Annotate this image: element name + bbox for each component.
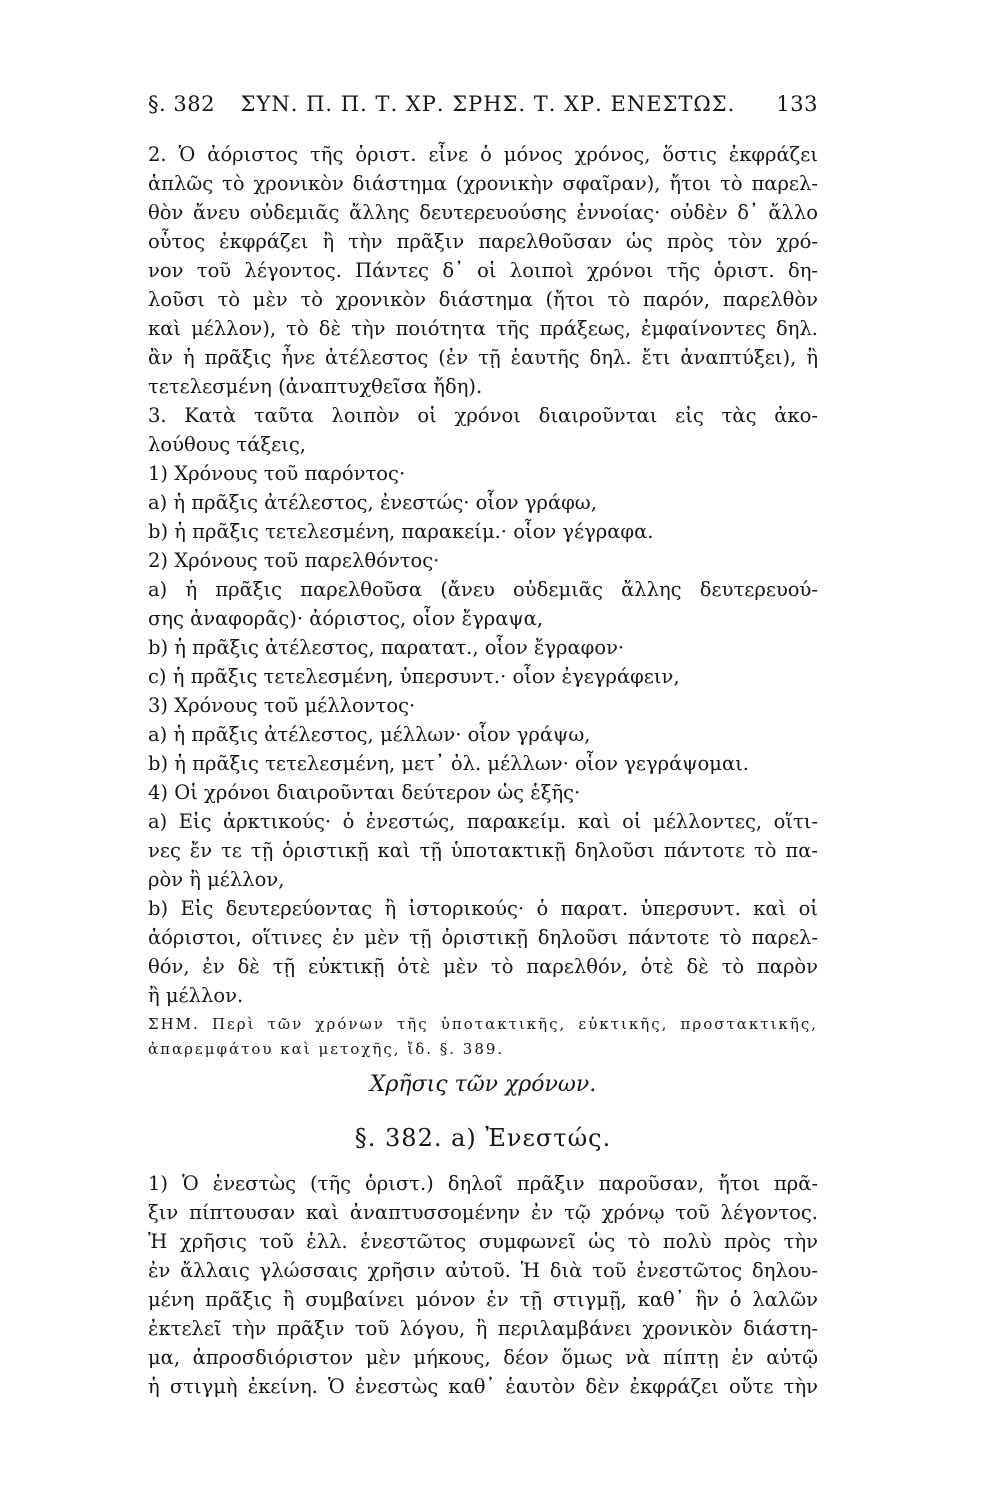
header-title: ΣΥΝ. Π. Π. Τ. ΧΡ. ΣΡΗΣ. Τ. ΧΡ. ΕΝΕΣΤΩΣ. xyxy=(240,92,736,116)
text-line: ἂν ἡ πρᾶξις ἦνε ἀτέλεστος (ἐν τῇ ἑαυτῆς δηλ. ἔτι ἀναπτύξει), ἢ xyxy=(148,346,818,369)
text-line: τετελεσμένη (ἀναπτυχθεῖσα ἤδη). xyxy=(148,375,483,398)
running-header xyxy=(148,92,818,122)
text-line: καὶ μέλλον), τὸ δὲ τὴν ποιότητα τῆς πράξεως, ἐμφαίνοντες δηλ. xyxy=(148,317,818,340)
text-line: 1) Ὁ ἐνεστὼς (τῆς ὁριστ.) δηλοῖ πρᾶξιν παροῦσαν, ἤτοι πρᾶ- xyxy=(148,1172,818,1195)
text-line: νον τοῦ λέγοντος. Πάντες δ᾽ οἱ λοιποὶ χρόνοι τῆς ὁριστ. δη- xyxy=(148,259,818,282)
list-item: c) ἡ πρᾶξις τετελεσμένη, ὑπερσυντ.· οἷον ἐγεγράφειν, xyxy=(148,665,680,688)
text-line: λούθους τάξεις, xyxy=(148,433,306,456)
text-line: νες ἔν τε τῇ ὁριστικῇ καὶ τῇ ὑποτακτικῇ δηλοῦσι πάντοτε τὸ πα- xyxy=(148,839,818,862)
text-line: λοῦσι τὸ μὲν τὸ χρονικὸν διάστημα (ἤτοι τὸ παρόν, παρελθὸν xyxy=(148,288,818,311)
text-line: ρὸν ἢ μέλλον, xyxy=(148,868,285,891)
note-line: ΣΗΜ. Περὶ τῶν χρόνων τῆς ὑποτακτικῆς, εὐκτικῆς, προστακτικῆς, xyxy=(148,1015,818,1033)
list-item: a) ἡ πρᾶξις ἀτέλεστος, ἐνεστώς· οἷον γράφω, xyxy=(148,491,597,514)
list-item: 2) Χρόνους τοῦ παρελθόντος· xyxy=(148,549,440,572)
page-number: 133 xyxy=(776,92,818,116)
list-item: 3) Χρόνους τοῦ μέλλοντος· xyxy=(148,694,416,717)
text-line: ἐκτελεῖ τὴν πρᾶξιν τοῦ λόγου, ἢ περιλαμβάνει χρονικὸν διάστη- xyxy=(148,1317,818,1340)
list-item: 4) Οἱ χρόνοι διαιροῦνται δεύτερον ὡς ἑξῆς· xyxy=(148,781,581,804)
text-line: ἁπλῶς τὸ χρονικὸν διάστημα (χρονικὴν σφαῖραν), ἤτοι τὸ παρελ- xyxy=(148,172,818,195)
text-line: 3. Κατὰ ταῦτα λοιπὸν οἱ χρόνοι διαιροῦνται εἰς τὰς ἀκο- xyxy=(148,404,818,427)
note-line: ἀπαρεμφάτου καὶ μετοχῆς, ἴδ. §. 389. xyxy=(148,1040,505,1058)
subheading: Χρῆσις τῶν χρόνων. xyxy=(369,1072,597,1097)
list-item: a) ἡ πρᾶξις ἀτέλεστος, μέλλων· οἷον γράψω, xyxy=(148,723,591,746)
list-item: 1) Χρόνους τοῦ παρόντος· xyxy=(148,462,406,485)
text-line: 2. Ὁ ἀόριστος τῆς ὁριστ. εἶνε ὁ μόνος χρόνος, ὅστις ἐκφράζει xyxy=(148,143,818,166)
text-line: μα, ἀπροσδιόριστον μὲν μήκους, δέον ὅμως νὰ πίπτῃ ἐν αὐτῷ xyxy=(148,1346,818,1369)
list-item: b) ἡ πρᾶξις ἀτέλεστος, παρατατ., οἷον ἔγραφον· xyxy=(148,636,625,659)
text-line: σης ἀναφορᾶς)· ἀόριστος, οἷον ἔγραψα, xyxy=(148,607,544,630)
text-line: ἢ μέλλον. xyxy=(148,984,244,1007)
text-line: ξιν πίπτουσαν καὶ ἀναπτυσσομένην ἐν τῷ χρόνῳ τοῦ λέγοντος. xyxy=(148,1201,818,1224)
text-line: ἐν ἄλλαις γλώσσαις χρῆσιν αὐτοῦ. Ἡ διὰ τοῦ ἐνεστῶτος δηλου- xyxy=(148,1259,818,1282)
text-line: ἀόριστοι, οἵτινες ἐν μὲν τῇ ὁριστικῇ δηλοῦσι πάντοτε τὸ παρελ- xyxy=(148,926,818,949)
list-item: a) ἡ πρᾶξις παρελθοῦσα (ἄνευ οὐδεμιᾶς ἄλλης δευτερευού- xyxy=(148,578,818,601)
list-item: a) Εἰς ἀρκτικούς· ὁ ἐνεστώς, παρακείμ. καὶ οἱ μέλλοντες, οἵτι- xyxy=(148,810,818,833)
text-line: μένη πρᾶξις ἢ συμβαίνει μόνον ἐν τῇ στιγμῇ, καθ᾽ ἣν ὁ λαλῶν xyxy=(148,1288,818,1311)
text-line: θὸν ἄνευ οὐδεμιᾶς ἄλλης δευτερευούσης ἐννοίας· οὐδὲν δ᾽ ἄλλο xyxy=(148,201,818,224)
header-section-number: §. 382 xyxy=(148,92,215,116)
text-line: οὗτος ἐκφράζει ἢ τὴν πρᾶξιν παρελθοῦσαν ὡς πρὸς τὸν χρό- xyxy=(148,230,818,253)
text-line: ἡ στιγμὴ ἐκείνη. Ὁ ἐνεστὼς καθ᾽ ἑαυτὸν δὲν ἐκφράζει οὔτε τὴν xyxy=(148,1375,818,1398)
text-line: θόν, ἐν δὲ τῇ εὐκτικῇ ὁτὲ μὲν τὸ παρελθόν, ὁτὲ δὲ τὸ παρὸν xyxy=(148,955,818,978)
text-line: Ἡ χρῆσις τοῦ ἑλλ. ἐνεστῶτος συμφωνεῖ ὡς τὸ πολὺ πρὸς τὴν xyxy=(148,1230,818,1253)
list-item: b) ἡ πρᾶξις τετελεσμένη, παρακείμ.· οἷον γέγραφα. xyxy=(148,520,654,543)
section-heading: §. 382. a) Ἐνεστώς. xyxy=(354,1124,612,1152)
list-item: b) Εἰς δευτερεύοντας ἢ ἱστορικούς· ὁ παρατ. ὑπερσυντ. καὶ οἱ xyxy=(148,897,818,920)
list-item: b) ἡ πρᾶξις τετελεσμένη, μετ᾽ ὀλ. μέλλων· οἷον γεγράψομαι. xyxy=(148,752,749,775)
